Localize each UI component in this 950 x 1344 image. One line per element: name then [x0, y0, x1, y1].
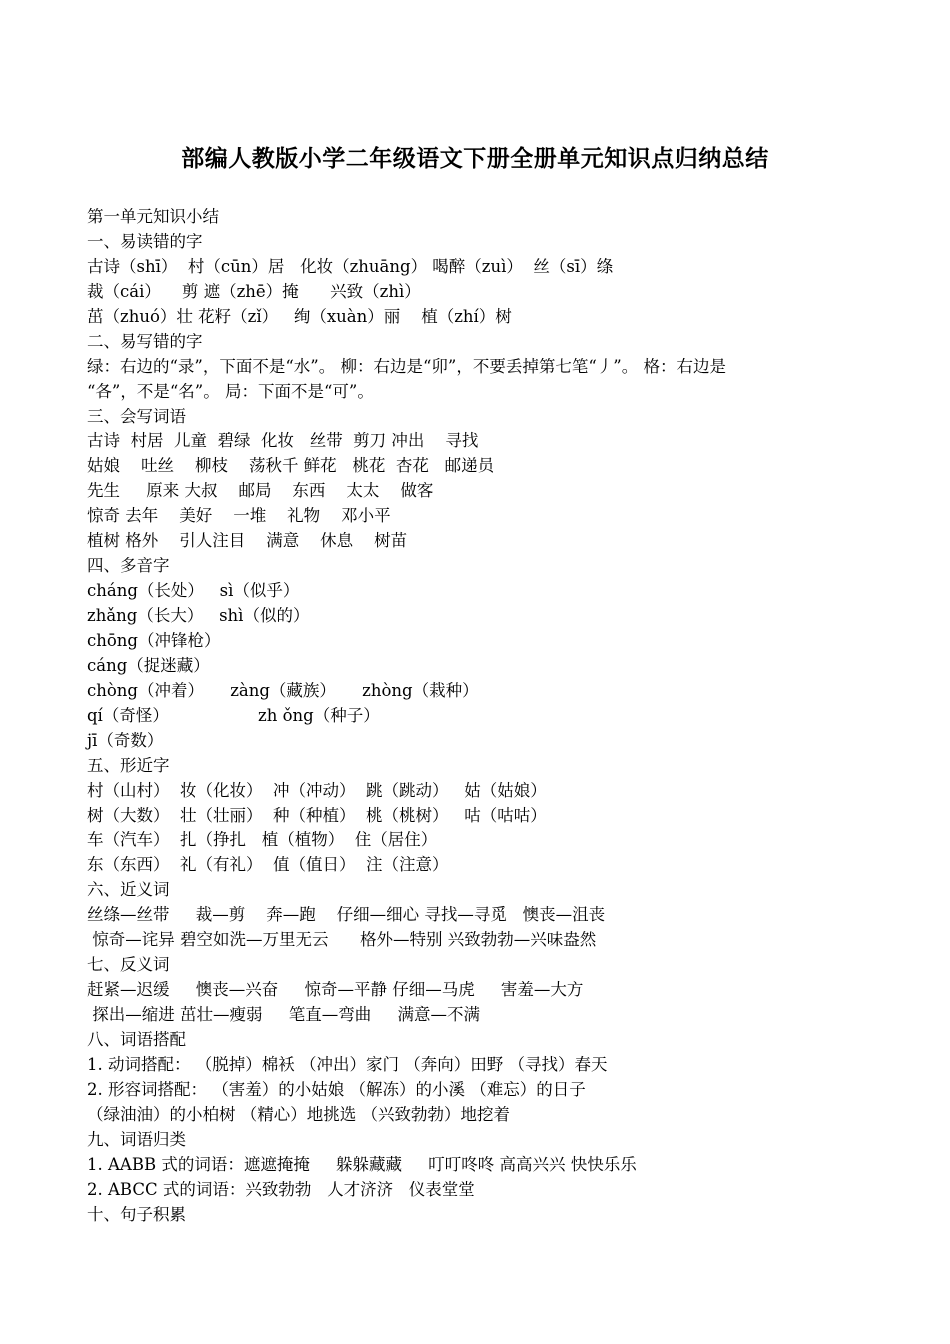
text-line: 第一单元知识小结: [87, 207, 219, 226]
text-line: chòng（冲着） zàng（藏族） zhòng（栽种）: [87, 680, 479, 700]
text-line: 车（汽车） 扎（挣扎 植（植物） 住（居住）: [87, 830, 438, 850]
text-line: 1. 动词搭配： （脱掉）棉袄 （冲出）家门 （奔向）田野 （寻找）春天: [87, 1054, 608, 1074]
text-line: 一、易读错的字: [87, 231, 203, 251]
text-line: 裁（cái） 剪 遮（zhē）掩 兴致（zhì）: [87, 281, 421, 301]
document-body: [87, 205, 877, 1227]
text-line: 赶紧—迟缓 懊丧—兴奋 惊奇—平静 仔细—马虎 害羞—大方: [87, 980, 584, 1000]
text-line: 十、句子积累: [87, 1204, 186, 1224]
text-line: 五、形近字: [87, 755, 170, 775]
text-line: 先生 原来 大叔 邮局 东西 太太 做客: [87, 481, 434, 501]
text-line: 六、近义词: [87, 880, 170, 900]
text-line: 九、词语归类: [87, 1129, 186, 1149]
text-line: 植树 格外 引人注目 满意 休息 树苗: [87, 531, 408, 551]
text-line: cháng（长处） sì（似乎）: [87, 581, 300, 601]
text-line: zhǎng（长大） shì（似的）: [87, 606, 310, 625]
text-line: 八、词语搭配: [87, 1029, 186, 1049]
text-line: 树（大数） 壮（壮丽） 种（种植） 桃（桃树） 咕（咕咕）: [87, 805, 547, 825]
text-line: qí（奇怪） zh ǒng（种子）: [87, 705, 380, 725]
text-line: 惊奇—诧异 碧空如洗—万里无云 格外—特别 兴致勃勃—兴味盎然: [87, 930, 597, 950]
text-line: 探出—缩进 茁壮—瘦弱 笔直—弯曲 满意—不满: [87, 1005, 480, 1024]
text-line: 七、反义词: [87, 955, 170, 975]
text-line: 村（山村） 妆（化妆） 冲（冲动） 跳（跳动） 姑（姑娘）: [87, 780, 547, 800]
text-line: 惊奇 去年 美好 一堆 礼物 邓小平: [87, 506, 391, 526]
text-line: 三、会写词语: [87, 406, 186, 426]
text-line: 东（东西） 礼（有礼） 值（值日） 注（注意）: [87, 855, 449, 875]
text-line: 丝绦—丝带 裁—剪 奔—跑 仔细—细心 寻找—寻觅 懊丧—沮丧: [87, 905, 606, 925]
text-line: 1. AABB 式的词语：遮遮掩掩 躲躲藏藏 叮叮咚咚 高高兴兴 快快乐乐: [87, 1154, 637, 1174]
text-line: 2. 形容词搭配： （害羞）的小姑娘 （解冻）的小溪 （难忘）的日子: [87, 1079, 586, 1099]
text-line: 绿：右边的“录”，下面不是“水”。 柳：右边是“卯”，不要丢掉第七笔“丿”。 格：右边是: [87, 356, 726, 376]
text-line: jī（奇数）: [87, 730, 164, 750]
text-line: 四、多音字: [87, 556, 170, 576]
text-line: （绿油油）的小柏树 （精心）地挑选 （兴致勃勃）地挖着: [87, 1104, 510, 1124]
text-line: cáng（捉迷藏）: [87, 655, 210, 675]
text-line: “各”，不是“名”。 局：下面不是“可”。: [87, 381, 374, 401]
text-line: 2. ABCC 式的词语：兴致勃勃 人才济济 仪表堂堂: [87, 1179, 475, 1199]
text-line: 茁（zhuó）壮 花籽（zǐ） 绚（xuàn）丽 植（zhí）树: [87, 306, 512, 326]
text-line: chōng（冲锋枪）: [87, 630, 221, 650]
document-title: 部编人教版小学二年级语文下册全册单元知识点归纳总结: [181, 146, 769, 172]
text-line: 古诗 村居 儿童 碧绿 化妆 丝带 剪刀 冲出 寻找: [87, 431, 479, 451]
text-line: 二、易写错的字: [87, 331, 203, 351]
text-line: 古诗（shī） 村（cūn）居 化妆（zhuāng） 喝醉（zuì） 丝（sī）绦: [87, 256, 614, 276]
text-line: 姑娘 吐丝 柳枝 荡秋千 鲜花 桃花 杏花 邮递员: [87, 456, 495, 476]
